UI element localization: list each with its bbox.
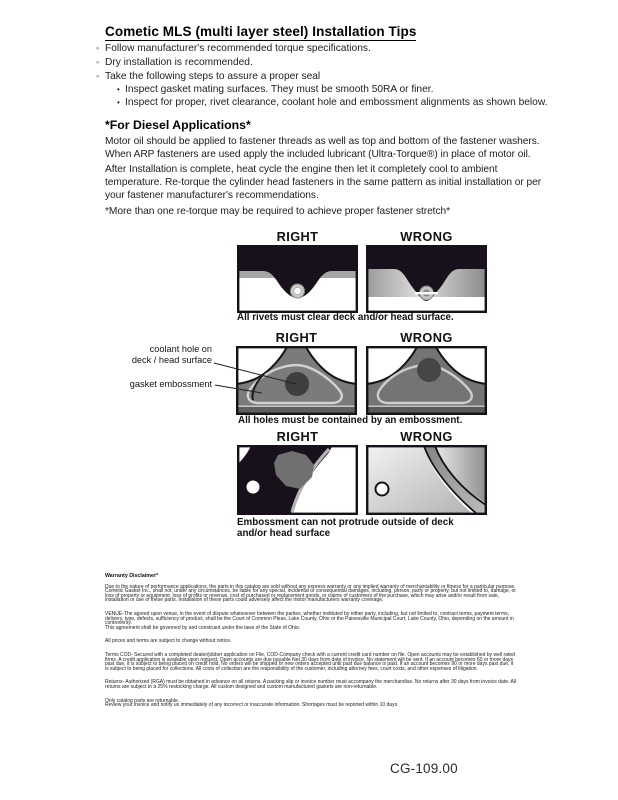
disclaimer-paragraph: Review your invoice and notify us immediately of any incorrect or inaccurate information. Shortages must be reported within 10 days.: [105, 702, 399, 709]
open-bullet-icon: ◦: [96, 56, 100, 67]
wrong-label: WRONG: [400, 330, 453, 345]
wrong-label: WRONG: [400, 429, 453, 444]
tip-text: Follow manufacturer's recommended torque specifications.: [105, 43, 371, 54]
fig3-caption: Embossment can not protrude outside of deck and/or head surface: [237, 517, 454, 539]
tip-item: [96, 70, 556, 84]
solid-bullet-icon: •: [117, 97, 120, 107]
tip-text: Inspect gasket mating surfaces. They must be smooth 50RA or finer.: [125, 83, 434, 95]
fig2-caption: All holes must be contained by an embossment.: [238, 415, 463, 426]
fig1-right-diagram: [237, 245, 358, 313]
disclaimer-paragraph: VENUE-The agreed upon venue, in the event of dispute whatsoever between the parties, whether instituted by either party, including, but not limited to, contract terms, payment terms, delivery, type, defects, sufficiency of product, shall be the Court of Common Pleas, Lake County, Ohio or the Painesville Municipal Court, Lake County, Ohio, depending on the amount in controversy.: [105, 610, 514, 627]
diesel-paragraph-1: Motor oil should be applied to fastener threads as well as top and bottom of the fastener washers. When ARP fasteners are used apply the included lubricant (Ultra-Torque®) in place of motor oil.: [105, 136, 540, 161]
catalog-page-code: CG-109.00: [390, 761, 458, 776]
fig2-wrong-panel: [366, 330, 487, 415]
page-title: Cometic MLS (multi layer steel) Installation Tips: [105, 24, 417, 39]
tip-text: Inspect for proper, rivet clearance, coolant hole and embossment alignments as shown below.: [125, 96, 548, 108]
fig3-wrong-diagram: [366, 445, 487, 515]
right-label: RIGHT: [276, 429, 319, 444]
warranty-disclaimer: [105, 574, 518, 717]
tip-text: Take the following steps to assure a proper seal: [105, 70, 321, 82]
fig3-right-panel: [237, 429, 358, 515]
solid-bullet-icon: •: [117, 84, 120, 94]
open-bullet-icon: ◦: [96, 70, 100, 81]
fig2-wrong-diagram: [366, 346, 487, 415]
tip-sub-item: [96, 84, 556, 97]
fig3-right-diagram: [237, 445, 358, 515]
disclaimer-heading: Warranty Disclaimer*: [105, 573, 159, 579]
disclaimer-paragraph: All prices and terms are subject to change without notice.: [105, 638, 232, 645]
diesel-heading: *For Diesel Applications*: [105, 118, 251, 132]
fig3-wrong-panel: [366, 429, 487, 515]
open-bullet-icon: ◦: [96, 43, 100, 53]
tip-item: [96, 42, 556, 56]
disclaimer-paragraph: Returns- Authorized (RGA) must be obtained in advance on all returns. A packing slip or invoice number must accompany the merchandise. No returns after 30 days from invoice date. All returns are subject to a 25% restocking charge. All custom designed and custom manufactured gaskets are non-returnable.: [105, 679, 517, 690]
tip-text: Dry installation is recommended.: [105, 56, 253, 68]
coolant-hole-label: coolant hole on deck / head surface: [131, 344, 212, 365]
tip-item: [96, 56, 556, 70]
fig1-caption: All rivets must clear deck and/or head surface.: [237, 312, 454, 323]
fig1-wrong-diagram: [366, 245, 487, 313]
fig1-wrong-panel: [366, 229, 487, 313]
wrong-label: WRONG: [400, 229, 453, 244]
fig1-right-panel: [237, 229, 358, 313]
right-label: RIGHT: [276, 229, 319, 244]
disclaimer-paragraph: This agreement shall be governed by and construed under the laws of the State of Ohio.: [105, 624, 301, 631]
right-label: RIGHT: [275, 330, 318, 345]
disclaimer-paragraph: Terms COD- Secured with a completed dealer/jobber application on File, COD-Company check with a current credit card number on file. Open accounts may be established by well rated firms. A credit application is available upon request. Open accounts are due payable Net 30 days from date of invoice. No statement will be sent. If an account becomes 60 or more days past due, it is subject to being placed on credit hold. No orders will be shipped or new orders accepted until past due balance is paid. If an account becomes 90 or more days past due, it is subject to being placed for collections. All costs of collection are the responsibility of the customer, including attorney fees, court costs, and other expenses of litigation.: [105, 651, 515, 672]
installation-tips-list: [96, 42, 556, 110]
leader-lines: [115, 340, 375, 425]
disclaimer-paragraph: Only catalog parts are returnable.: [105, 697, 180, 704]
diesel-paragraph-2: After Installation is complete, heat cycle the engine then let it completely cool to ambient temperature. Re-torque the cylinder head fasteners in the same pattern as initial installation or per your fastener manufacturer's recommendations.: [105, 164, 542, 202]
diesel-note: *More than one re-torque may be required to achieve proper fastener stretch*: [105, 206, 451, 217]
gasket-embossment-label: gasket embossment: [129, 379, 212, 389]
disclaimer-paragraph: Due to the nature of performance applications, the parts in this catalog are sold without any express warranty or any implied warranty of merchantability or fitness for a particular purpose. Cometic Gasket Inc., shall not, under any circumstances, be liable for any special, incidental or consequential damages, including, person, party or property, but not limited to, damage, or loss of property or equipment, loss of profits or revenue, cost of purchased or replacement goods, or claims of customers of the purchase, which may arise and/or result from sale, installation or use of these parts. Installation of these parts could adversely affect the motor manufacturers warranty coverage.: [105, 583, 516, 604]
tip-sub-item: [96, 97, 556, 110]
